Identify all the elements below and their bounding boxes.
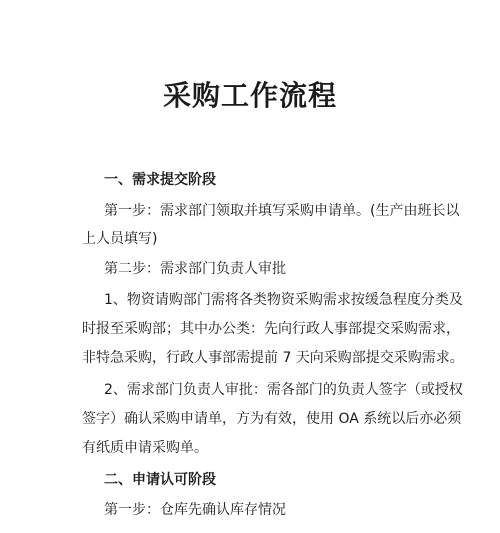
- section-heading-demand-submission: 一、需求提交阶段: [104, 172, 216, 188]
- paragraph-line: 2、需求部门负责人审批：需各部门的负责人签字（或授权: [104, 382, 463, 398]
- paragraph-line: 时报至采购部；其中办公类：先向行政人事部提交采购需求，: [82, 321, 460, 337]
- document-title: 采购工作流程: [162, 79, 337, 112]
- paragraph-line: 第二步：需求部门负责人审批: [104, 261, 286, 277]
- paragraph-line: 有纸质申请采购单。: [82, 440, 208, 456]
- section-heading-approval: 二、申请认可阶段: [104, 472, 216, 488]
- paragraph-line: 上人员填写): [82, 231, 158, 247]
- paragraph-line: 非特急采购，行政人事部需提前 7 天向采购部提交采购需求。: [82, 350, 464, 366]
- paragraph-line: 1、物资请购部门需将各类物资采购需求按缓急程度分类及: [104, 292, 463, 308]
- paragraph-line: 第一步：需求部门领取并填写采购申请单。(生产由班长以: [104, 203, 460, 219]
- paragraph-line: 第一步：仓库先确认库存情况: [104, 502, 286, 518]
- paragraph-line: 签字）确认采购申请单，方为有效，使用 OA 系统以后亦必须: [82, 411, 462, 427]
